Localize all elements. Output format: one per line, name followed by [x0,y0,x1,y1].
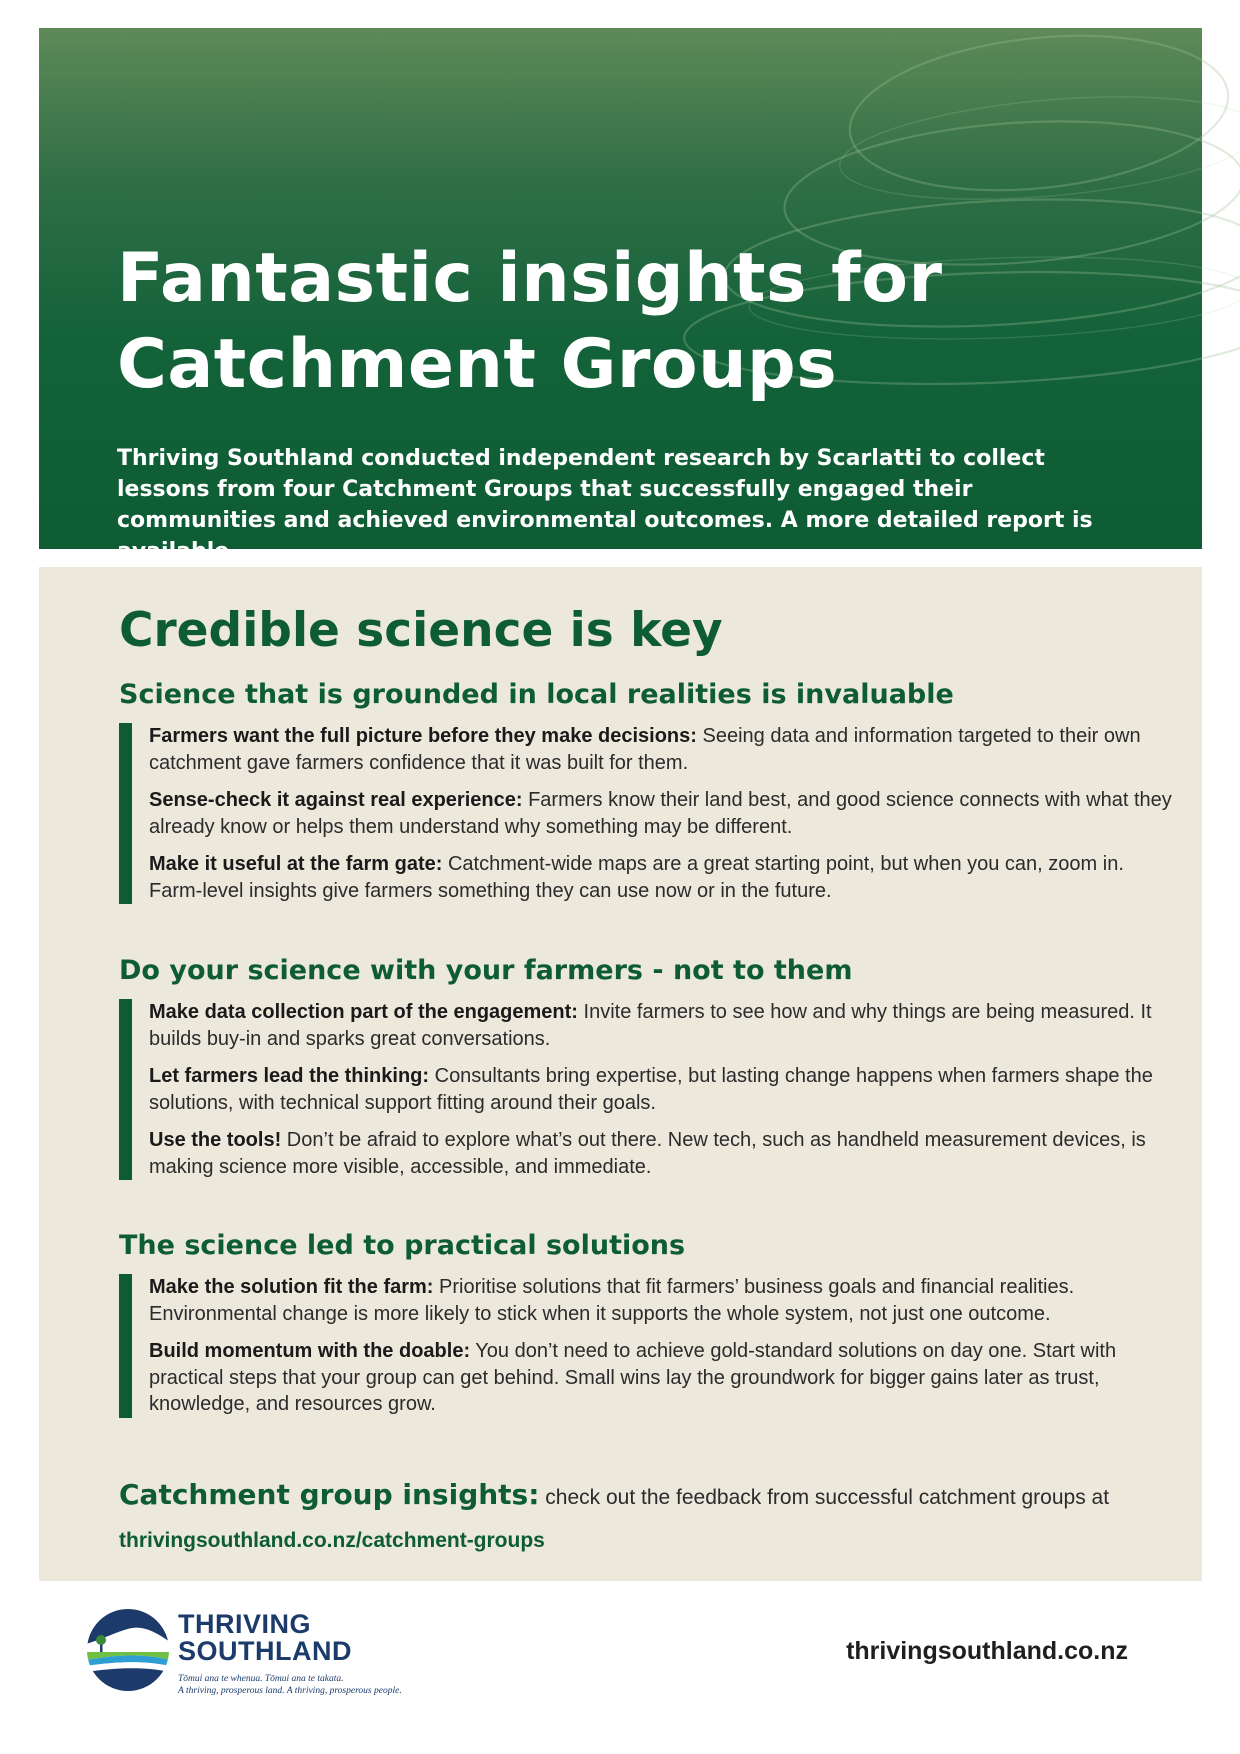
section-title: Credible science is key [119,603,723,658]
logo-tagline [178,1673,402,1697]
bullet-list [119,1274,1179,1418]
page-title [117,236,943,408]
item-text: Seeing data and information targeted to their own catchment gave farmers confidence that it was built for them. [149,725,1141,774]
list-item [149,1274,1179,1327]
cta-text: check out the feedback from successful catchment groups at [539,1486,1110,1509]
call-to-action [119,1475,1189,1556]
item-lead: Sense-check it against real experience: [149,789,523,811]
page-title-line-1: Fantastic insights for [117,239,943,318]
thriving-southland-logo-icon [86,1608,170,1692]
cta-line [119,1475,1189,1520]
group-heading: The science led to practical solutions [119,1230,686,1261]
item-text: You don’t need to achieve gold-standard solutions on day one. Start with practical steps that your group can get behind. Small wins lay the groundwork for bigger gains later as trust, knowledge, and resources grow. [149,1340,1117,1415]
group-practical-solutions [119,1228,1179,1418]
cta-heading: Catchment group insights: [119,1478,540,1511]
item-lead: Make the solution fit the farm: [149,1276,434,1298]
item-text: Prioritise solutions that fit farmers’ business goals and financial realities. Environmental change is more likely to stick when it supports the whole system, not just one outcome. [149,1276,1075,1325]
intro-paragraph: Thriving Southland conducted independent research by Scarlatti to collect lessons from four Catchment Groups that successfully engaged their communities and achieved environmental outcomes. A more detailed report is available. [117,446,1093,564]
hero-banner [39,28,1202,564]
item-text: Consultants bring expertise, but lasting change happens when farmers shape the solutions, with technical support fitting around their goals. [149,1065,1153,1114]
bullet-list [119,999,1179,1180]
item-lead: Let farmers lead the thinking: [149,1065,430,1087]
list-item [149,787,1179,840]
item-lead: Use the tools! [149,1129,282,1151]
tagline-english: A thriving, prosperous land. A thriving, prosperous people. [178,1686,402,1696]
item-text: Farmers know their land best, and good science connects with what they already know or helps them understand why something may be different. [149,789,1172,838]
item-text: Catchment-wide maps are a great starting point, but when you can, zoom in. Farm-level insights give farmers something they can use now or in the future. [149,853,1124,902]
item-lead: Make data collection part of the engagement: [149,1001,578,1023]
tagline-maori: Tōmui ana te whenua. Tōmui ana te takata. [178,1674,344,1684]
logo-line-2: SOUTHLAND [178,1636,352,1666]
group-heading: Do your science with your farmers - not to them [119,955,853,986]
group-heading: Science that is grounded in local realities is invaluable [119,679,954,710]
item-lead: Build momentum with the doable: [149,1340,471,1362]
content-panel [39,567,1202,1581]
list-item [149,1063,1179,1116]
item-lead: Make it useful at the farm gate: [149,853,443,875]
item-text: Don’t be afraid to explore what’s out there. New tech, such as handheld measurement devices, is making science more visible, accessible, and immediate. [149,1129,1146,1178]
group-local-realities [119,677,1179,904]
catchment-groups-link[interactable]: thrivingsouthland.co.nz/catchment-groups [119,1529,545,1552]
logo-wordmark [178,1611,352,1665]
list-item [149,851,1179,904]
footer [0,1595,1240,1754]
list-item [149,999,1179,1052]
list-item [149,723,1179,776]
bullet-list [119,723,1179,904]
page-title-line-2: Catchment Groups [117,325,838,404]
item-lead: Farmers want the full picture before they make decisions: [149,725,697,747]
group-with-farmers [119,953,1179,1180]
list-item [149,1127,1179,1180]
logo-line-1: THRIVING [178,1609,312,1639]
item-text: Invite farmers to see how and why things are being measured. It builds buy-in and sparks great conversations. [149,1001,1152,1050]
website-link[interactable]: thrivingsouthland.co.nz [846,1637,1128,1665]
list-item [149,1338,1179,1418]
